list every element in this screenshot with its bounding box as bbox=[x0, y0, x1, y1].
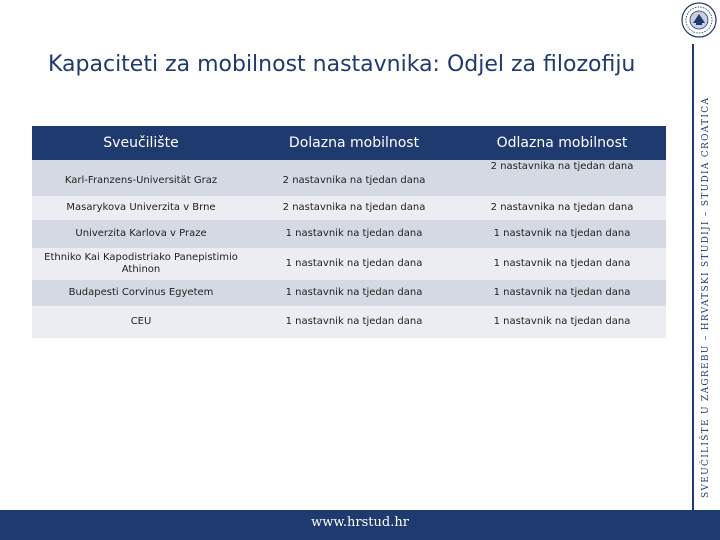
incoming-cell: 1 nastavnik na tjedan dana bbox=[250, 248, 458, 280]
incoming-cell: 1 nastavnik na tjedan dana bbox=[250, 280, 458, 306]
outgoing-cell: 2 nastavnika na tjedan dana bbox=[458, 160, 666, 196]
table-row bbox=[32, 196, 666, 220]
header-incoming: Dolazna mobilnost bbox=[250, 126, 458, 160]
university-cell: CEU bbox=[32, 306, 250, 338]
incoming-cell: 2 nastavnika na tjedan dana bbox=[250, 160, 458, 196]
outgoing-cell: 1 nastavnik na tjedan dana bbox=[458, 220, 666, 248]
page-title: Kapaciteti za mobilnost nastavnika: Odjel za filozofiju bbox=[48, 52, 636, 77]
table-row bbox=[32, 160, 666, 196]
mobility-table bbox=[32, 126, 666, 338]
header-university: Sveučilište bbox=[32, 126, 250, 160]
university-cell: Masarykova Univerzita v Brne bbox=[32, 196, 250, 220]
university-seal-icon bbox=[681, 2, 717, 38]
side-strip bbox=[680, 0, 720, 510]
footer-url: www.hrstud.hr bbox=[311, 515, 409, 530]
university-cell: Ethniko Kai Kapodistriako Panepistimio Athinon bbox=[32, 248, 250, 280]
incoming-cell: 1 nastavnik na tjedan dana bbox=[250, 306, 458, 338]
table-row bbox=[32, 220, 666, 248]
table-row bbox=[32, 248, 666, 280]
incoming-cell: 2 nastavnika na tjedan dana bbox=[250, 196, 458, 220]
header-outgoing: Odlazna mobilnost bbox=[458, 126, 666, 160]
outgoing-cell: 2 nastavnika na tjedan dana bbox=[458, 196, 666, 220]
incoming-cell: 1 nastavnik na tjedan dana bbox=[250, 220, 458, 248]
table-row bbox=[32, 306, 666, 338]
outgoing-cell: 1 nastavnik na tjedan dana bbox=[458, 248, 666, 280]
university-cell: Karl-Franzens-Universität Graz bbox=[32, 160, 250, 196]
side-banner-text: SVEUČILIŠTE U ZAGREBU – HRVATSKI STUDIJI – STUDIA CROATICA bbox=[701, 96, 711, 498]
outgoing-cell: 1 nastavnik na tjedan dana bbox=[458, 280, 666, 306]
outgoing-cell: 1 nastavnik na tjedan dana bbox=[458, 306, 666, 338]
university-cell: Univerzita Karlova v Praze bbox=[32, 220, 250, 248]
side-divider bbox=[692, 44, 694, 510]
table-row bbox=[32, 280, 666, 306]
table-header-row bbox=[32, 126, 666, 160]
university-cell: Budapesti Corvinus Egyetem bbox=[32, 280, 250, 306]
